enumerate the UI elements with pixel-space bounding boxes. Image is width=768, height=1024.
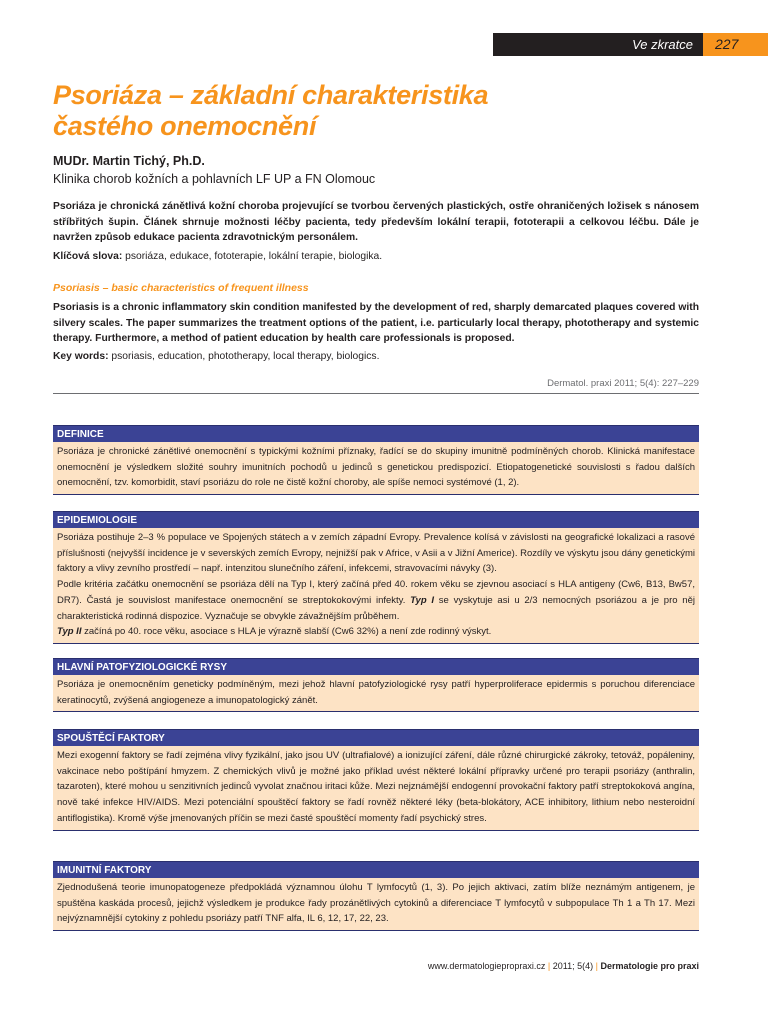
- paragraph: [57, 577, 695, 624]
- box-heading: HLAVNÍ PATOFYZIOLOGICKÉ RYSY: [53, 658, 699, 675]
- paragraph: [57, 624, 695, 640]
- page-footer: www.dermatologiepropraxi.cz | 2011; 5(4) | Dermatologie pro praxi: [427, 961, 699, 971]
- box-heading: SPOUŠTĚCÍ FAKTORY: [53, 729, 699, 746]
- abstract-english: Psoriasis is a chronic inflammatory skin condition manifested by the development of red, sharply demarcated plaques covered with silvery scales. The paper summarizes the treatment options of the patient, i.e. particularly local therapy, phototherapy and systemic therapy. Furthermore, a method of patient education by health care professionals is proposed.: [53, 302, 699, 344]
- abstract-czech: Psoriáza je chronická zánětlivá kožní choroba projevující se tvorbou červených plastických, ostře ohraničených ložisek s nánosem stříbřitých šupin. Článek shrnuje možnosti léčby pacienta, tedy především lokální terapii, fototerapii a celkovou léčbu. Dále je navržen způsob edukace pacienta zdravotnickým personálem.: [53, 201, 699, 243]
- box-heading: IMUNITNÍ FAKTORY: [53, 861, 699, 878]
- article-title: [53, 80, 713, 142]
- divider: [53, 393, 699, 394]
- box-imunitni-faktory: [53, 861, 699, 931]
- footer-journal: Dermatologie pro praxi: [600, 961, 699, 971]
- english-title: Psoriasis – basic characteristics of frequent illness: [53, 282, 309, 294]
- box-epidemiologie: [53, 511, 699, 644]
- citation: Dermatol. praxi 2011; 5(4): 227–229: [547, 378, 699, 389]
- text-span: Podle kritéria začátku onemocnění se psoriáza dělí na Typ I, který začíná před 40. rokem věku se zjevnou asociací s HLA antigeny (Cw6, B13, Bw57, DR7). Častá je souvislost manifestace onemocnění se streptokokovými infekty.: [57, 579, 695, 606]
- box-text: Psoriáza je onemocněním geneticky podmíněným, mezi jehož hlavní patofyziologické rysy patří hyperproliferace epidermis s poruchou diferenciace keratinocytů, zvýšená angiogeneze a imunopatologický zánět.: [53, 675, 699, 712]
- author-affiliation: Klinika chorob kožních a pohlavních LF UP a FN Olomouc: [53, 172, 376, 186]
- running-header: [493, 33, 768, 56]
- title-line-2: častého onemocnění: [53, 111, 317, 141]
- footer-url: www.dermatologiepropraxi.cz: [427, 961, 546, 971]
- type-label: Typ I: [410, 594, 435, 606]
- keywords-czech: [53, 249, 699, 264]
- footer-issue: 2011; 5(4): [552, 961, 594, 971]
- box-patofyziologie: [53, 658, 699, 712]
- keywords-text: psoriáza, edukace, fototerapie, lokální terapie, biologika.: [122, 251, 383, 262]
- paragraph: Psoriáza postihuje 2–3 % populace ve Spojených státech a v zemích západní Evropy. Prevalence kolísá v závislosti na geografické lokalizaci a rasové příslušnosti (nejvyšší incidence je v severských zemích Evropy, nejnižší pak v Africe, v Asii a v Jižní Americe). Rozdíly ve výskytu jsou dány genetickými faktory a vlivy zevního prostředí – např. intenzitou slunečního záření, infekcemi, stravovacími návyky (3).: [57, 532, 695, 575]
- author-name: MUDr. Martin Tichý, Ph.D.: [53, 154, 205, 168]
- keywords-text: psoriasis, education, phototherapy, local therapy, biologics.: [108, 351, 380, 362]
- box-definice: [53, 425, 699, 495]
- box-text: Mezi exogenní faktory se řadí zejména vlivy fyzikální, jako jsou UV (ultrafialové) a ionizující záření, dále různé chirurgické zákroky, tetováž, popáleniny, vakcinace nebo poštípání hmyzem. Z chemických vlivů je možné jako příklad uvést některé lokální přípravky určené pro terapii psoriázy (anthralin, tazaroten), které mohou u senzitivních jedinců vyvolat značnou iritaci kůže. Mezi nejznámější endogenní provokační faktory patří streptokoková angína, nově také infekce HIV/AIDS. Mezi potenciální spouštěcí faktory se řadí rovněž některé léky (beta-blokátory, ACE inhibitory, lithium nebo nesteroidní antiflogistika). Kromě výše jmenovaných příčin se mezi časté spouštěcí momenty řadí psychický stres.: [53, 746, 699, 831]
- page-number: 227: [703, 33, 768, 56]
- box-heading: DEFINICE: [53, 425, 699, 442]
- section-label: Ve zkratce: [493, 33, 703, 56]
- title-line-1: Psoriáza – základní charakteristika: [53, 80, 489, 110]
- box-spousteci-faktory: [53, 729, 699, 831]
- text-span: se vyskytuje asi u 2/3 nemocných psoriázou a je pro něj charakteristická rodinná dispozice. Vyznačuje se obvykle závažnějším průběhem.: [57, 594, 695, 622]
- keywords-label: Key words:: [53, 351, 109, 362]
- box-text: Psoriáza je chronické zánětlivé onemocnění s typickými kožními příznaky, řadící se do skupiny imunitně podmíněných chorob. Klinická manifestace onemocnění je výsledkem složité souhry imunitních pochodů u jedinců s genetickou predispozicí. Etiopatogenetické souvislosti s řadou dalších onemocnění, tzv. komorbidit, staví psoriázu do role ne čistě kožní choroby, ale spíše nemoci systémové (1, 2).: [53, 442, 699, 495]
- keywords-english: [53, 349, 699, 364]
- box-text: Zjednodušená teorie imunopatogeneze předpokládá významnou úlohu T lymfocytů (1, 3). Po jejich aktivaci, zatím blíže neznámým antigenem, je spuštěna kaskáda procesů, jejichž výsledkem je produkce řady prozánětlivých cytokinů a diferenciace T lymfocytů v subpopulace Th 1 a Th 17. Mezi nejvýznamnější cytokiny z pohledu psoriázy patří TNF alfa, IL 6, 12, 17, 22, 23.: [53, 878, 699, 931]
- type-label: Typ II: [57, 626, 82, 638]
- box-text: [53, 528, 699, 644]
- text-span: začíná po 40. roce věku, asociace s HLA je výrazně slabší (Cw6 32%) a není zde rodinný výskyt.: [81, 626, 492, 638]
- keywords-label: Klíčová slova:: [53, 251, 123, 262]
- box-heading: EPIDEMIOLOGIE: [53, 511, 699, 528]
